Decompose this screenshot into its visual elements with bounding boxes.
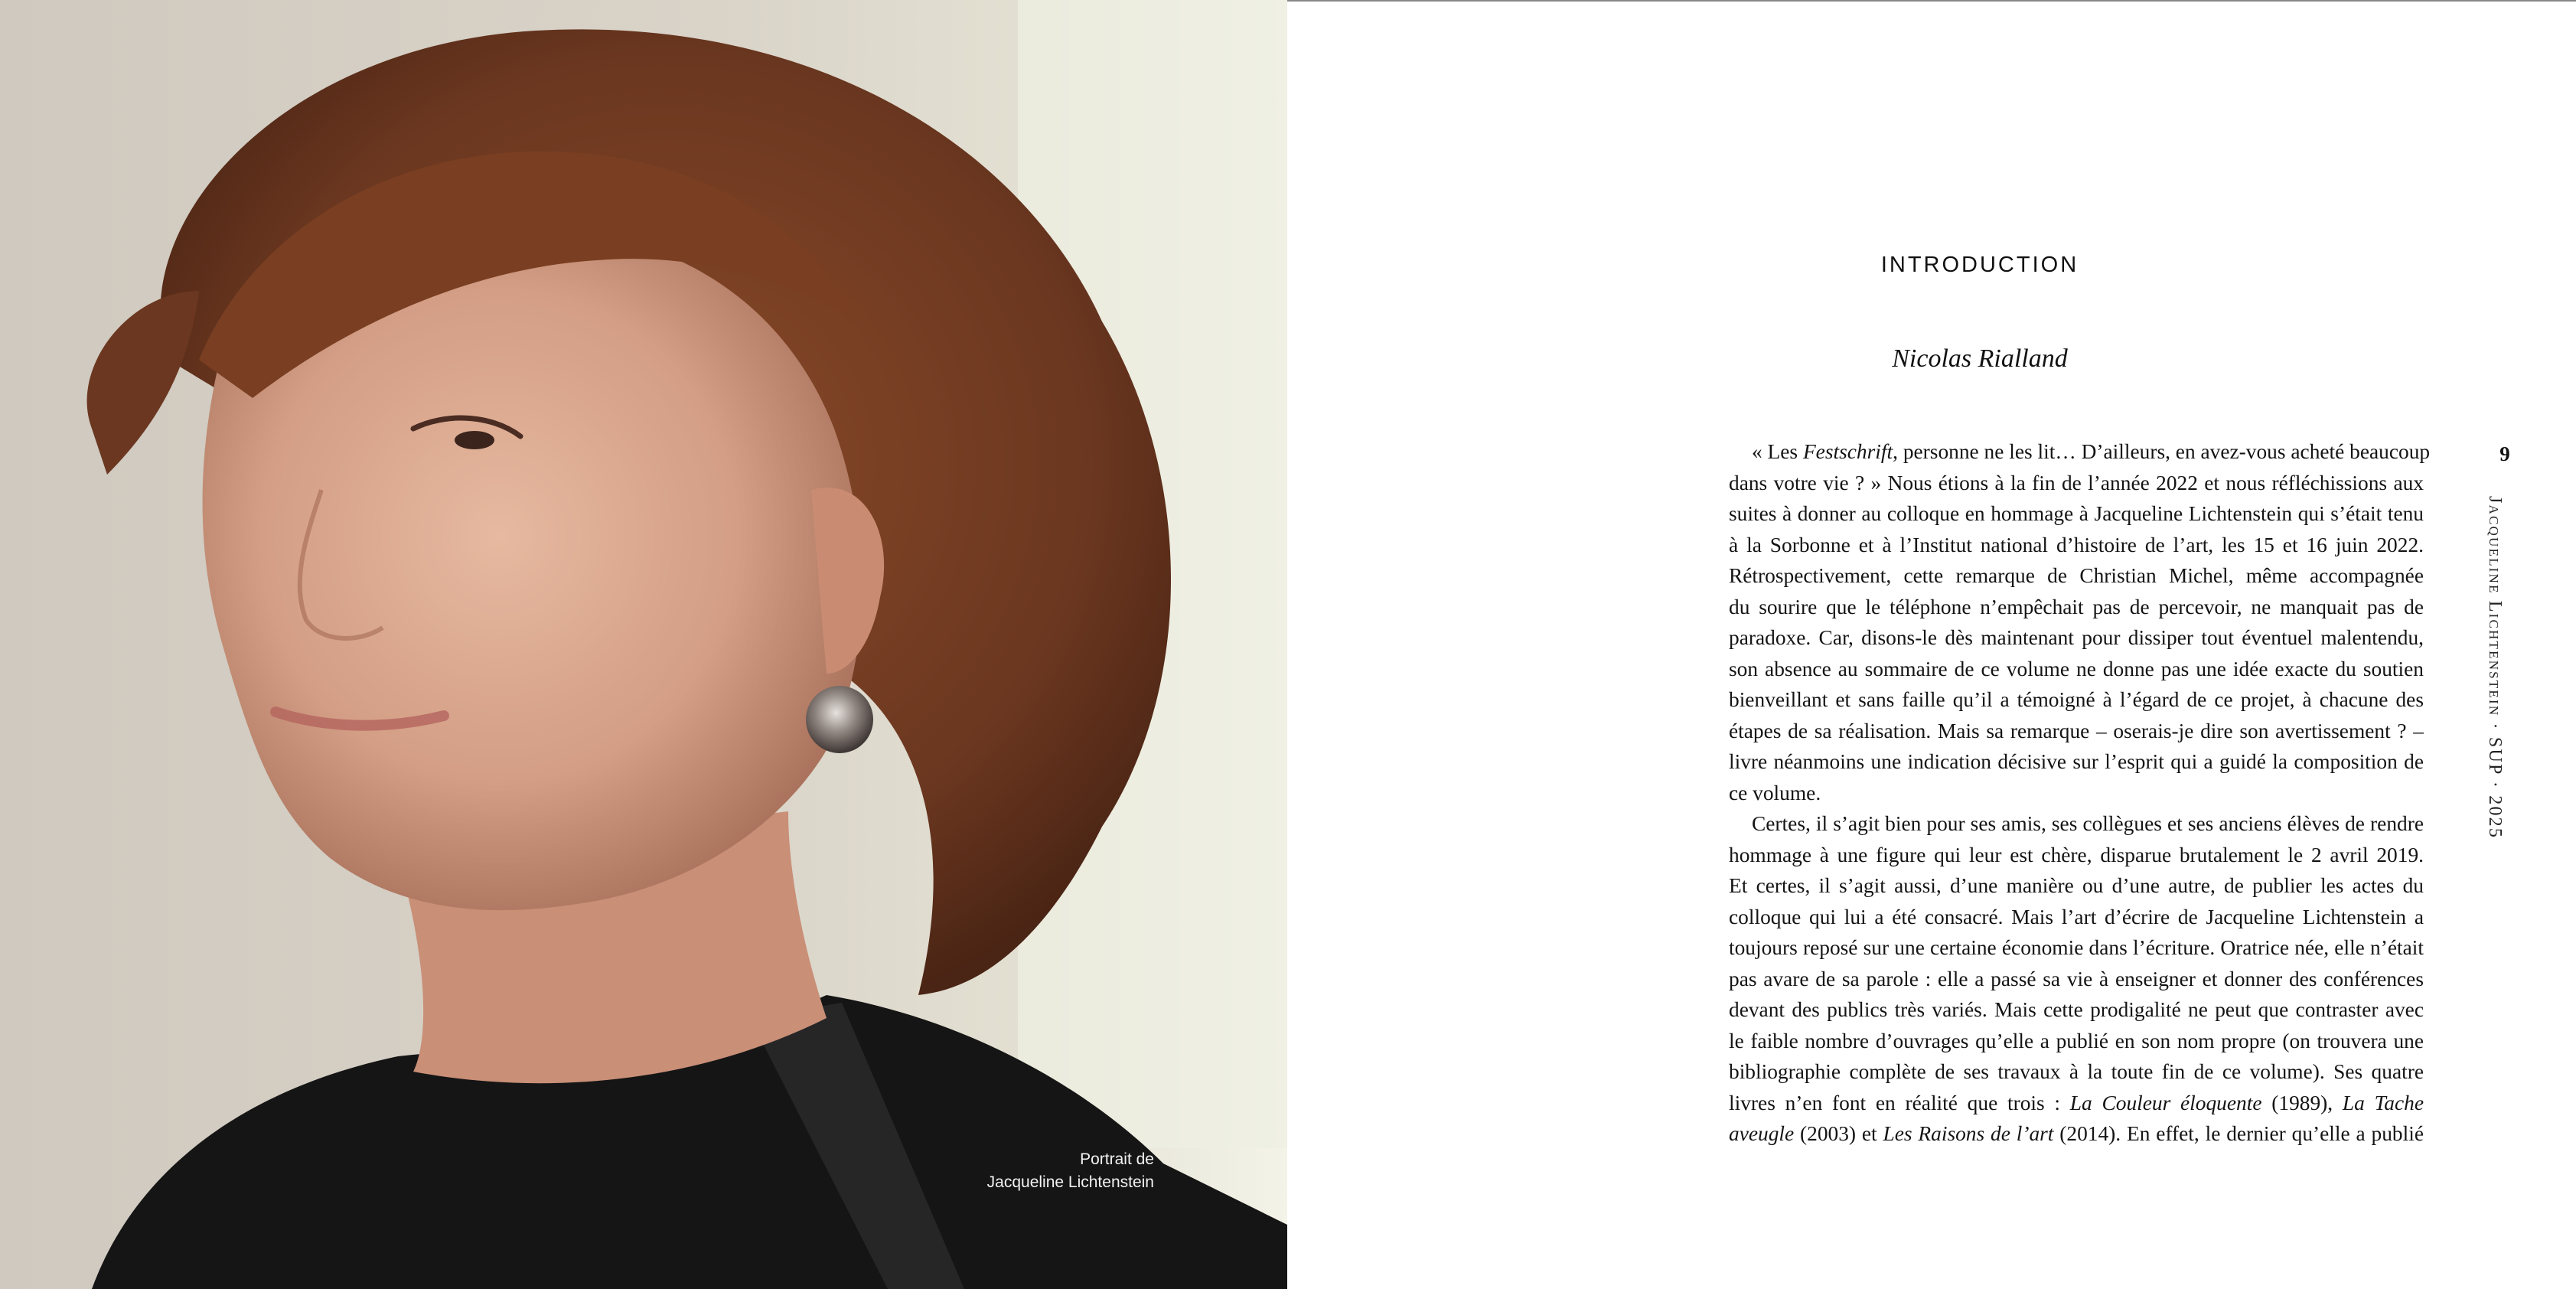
text-line: le faible nombre d’ouvrages qu’elle a publié en son nom propre (on trouvera une	[1729, 1029, 2424, 1052]
text-line: paradoxe. Car, disons-le dès maintenant pour dissiper tout éventuel malentendu,	[1729, 626, 2424, 649]
portrait-photograph	[0, 0, 1287, 1289]
text-line: pas avare de sa parole : elle a passé sa vie à enseigner et donner des conférences	[1729, 967, 2424, 990]
text-line: Et certes, il s’agit aussi, d’une manière ou d’une autre, de publier les actes du	[1729, 874, 2424, 897]
running-head: Jacqueline Lichtenstein · SUP · 2025	[2485, 496, 2505, 840]
page-number: 9	[2499, 442, 2510, 465]
text-line: « Les Festschrift, personne ne les lit… D’ailleurs, en avez-vous acheté beaucoup	[1752, 440, 2431, 463]
text-line: bibliographie complète de ses travaux à la toute fin de ce volume). Ses quatre	[1729, 1060, 2424, 1083]
chapter-title: INTRODUCTION	[1880, 253, 2079, 277]
italic-title: La Couleur éloquente	[2069, 1091, 2262, 1114]
italic-title: Festschrift	[1802, 440, 1893, 463]
text-line: aveugle (2003) et Les Raisons de l’art (2014). En effet, le dernier qu’elle a publié	[1729, 1122, 2424, 1145]
text-line: dans votre vie ? » Nous étions à la fin de l’année 2022 et nous réfléchissions aux	[1729, 471, 2424, 494]
author-name: Nicolas Rialland	[1892, 344, 2068, 373]
text-line: colloque qui lui a été consacré. Mais l’art d’écrire de Jacqueline Lichtenstein a	[1729, 905, 2424, 928]
caption-line-2: Jacqueline Lichtenstein	[986, 1173, 1154, 1191]
photo-caption	[987, 1148, 1154, 1194]
caption-line-1: Portrait de	[1080, 1150, 1154, 1168]
text-line: du sourire que le téléphone n’empêchait pas de percevoir, ne manquait pas de	[1729, 595, 2424, 618]
text-line: devant des publics très variés. Mais cette prodigalité ne peut que contraster avec	[1729, 998, 2424, 1021]
text-page	[1287, 0, 2576, 1289]
text-line: étapes de sa réalisation. Mais sa remarque – oserais-je dire son avertissement ? –	[1729, 719, 2424, 742]
text-line: Certes, il s’agit bien pour ses amis, ses collègues et ses anciens élèves de rendre	[1752, 812, 2424, 835]
body-text	[1729, 436, 2431, 1150]
text-line: ce volume.	[1729, 781, 1821, 804]
text-line: livre néanmoins une indication décisive sur l’esprit qui a guidé la composition de	[1729, 750, 2424, 773]
italic-title: Les Raisons de l’art	[1883, 1122, 2054, 1145]
text-line: toujours reposé sur une certaine économie dans l’écriture. Oratrice née, elle n’était	[1729, 936, 2424, 959]
text-line: bienveillant et sans faille qu’il a témoigné à l’égard de ce projet, à chacune des	[1729, 688, 2424, 711]
italic-title: La Tache	[2342, 1091, 2424, 1114]
portrait-photo-page	[0, 0, 1287, 1289]
text-line: Rétrospectivement, cette remarque de Christian Michel, même accompagnée	[1729, 564, 2424, 587]
text-line: livres n’en font en réalité que trois : La Couleur éloquente (1989), La Tache	[1729, 1091, 2424, 1114]
text-line: hommage à une figure qui leur est chère, disparue brutalement le 2 avril 2019.	[1729, 843, 2424, 866]
text-line: suites à donner au colloque en hommage à Jacqueline Lichtenstein qui s’était tenu	[1729, 502, 2424, 525]
italic-title: aveugle	[1729, 1122, 1795, 1145]
text-line: à la Sorbonne et à l’Institut national d’histoire de l’art, les 15 et 16 juin 2022.	[1729, 533, 2424, 556]
page-edge-rule	[1287, 0, 2576, 2]
text-line: son absence au sommaire de ce volume ne donne pas une idée exacte du soutien	[1729, 657, 2424, 680]
